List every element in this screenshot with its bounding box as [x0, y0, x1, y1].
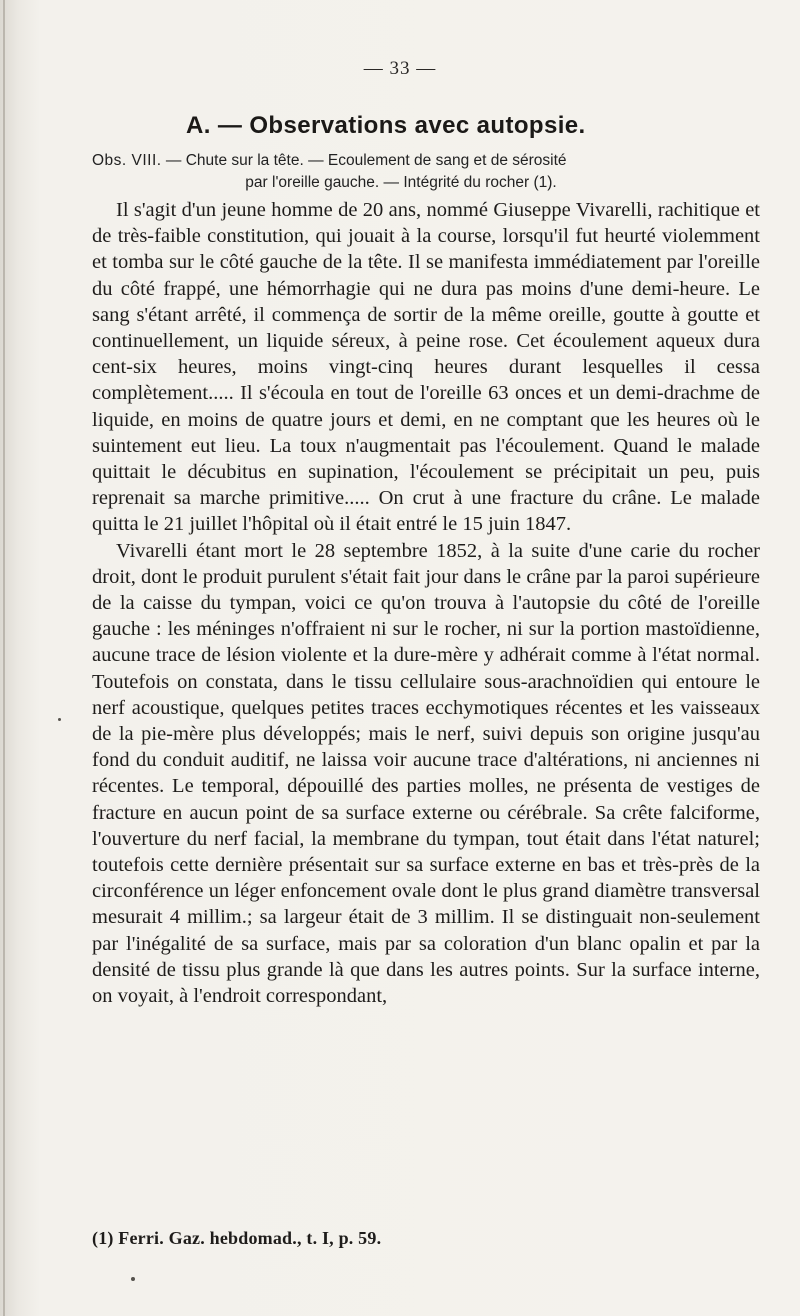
observation-title-line1	[92, 150, 760, 172]
paragraph-case-history: Il s'agit d'un jeune homme de 20 ans, nommé Giuseppe Vivarelli, rachitique et de très-faible constitution, qui jouait à la course, lorsqu'il fut heurté violemment et tomba sur le côté gauche de la tête. Il se manifesta immédiatement par l'oreille du côté frappé, une hémorrhagie qui ne dura pas moins d'une demi-heure. Le sang s'étant arrêté, il commença de sortir de la même oreille, goutte à goutte et continuellement, un liquide séreux, à peine rose. Cet écoulement aqueux dura cent-six heures, moins vingt-cinq heures durant lesquelles il cessa complètement..... Il s'écoula en tout de l'oreille 63 onces et un demi-drachme de liquide, en moins de quatre jours et demi, en ne comptant que les heures où le suintement eut lieu. La toux n'augmentait pas l'écoulement. Quand le malade quittait le décubitus en supination, l'écoulement se précipitait un peu, puis reprenait sa marche primitive..... On crut à une fracture du crâne. Le malade quitta le 21 juillet l'hôpital où il était entré le 15 juin 1847.	[92, 199, 760, 536]
body-text	[92, 197, 760, 1009]
observation-header	[92, 150, 760, 194]
print-speck	[58, 718, 61, 721]
observation-title-part1: — Chute sur la tête. — Ecoulement de sang et de sérosité	[161, 152, 567, 169]
page-number: — 33 —	[363, 58, 437, 79]
observation-title-line2: par l'oreille gauche. — Intégrité du rocher (1).	[245, 174, 557, 191]
observation-number: Obs. VIII.	[92, 152, 162, 169]
binding-edge	[3, 0, 5, 1316]
section-heading: A. — Observations avec autopsie.	[186, 112, 586, 139]
footnote: (1) Ferri. Gaz. hebdomad., t. I, p. 59.	[92, 1228, 382, 1248]
paragraph-autopsy: Vivarelli étant mort le 28 septembre 1852, à la suite d'une carie du rocher droit, dont le produit purulent s'était fait jour dans le crâne par la paroi supérieure de la caisse du tympan, voici ce qu'on trouva à l'autopsie du côté de l'oreille gauche : les méninges n'offraient ni sur le rocher, ni sur la portion mastoïdienne, aucune trace de lésion violente et la dure-mère y adhérait comme à l'état normal. Toutefois on constata, dans le tissu cellulaire sous-arachnoïdien qui entoure le nerf acoustique, quelques petites traces ecchymotiques récentes et les vaisseaux de la pie-mère plus développés; mais le nerf, suivi depuis son origine jusqu'au fond du conduit auditif, ne laissa voir aucune trace d'altérations, ni anciennes ni récentes. Le temporal, dépouillé des parties molles, ne présenta de vestiges de fracture en aucun point de sa surface externe ou cérébrale. Sa crête falciforme, l'ouverture du nerf facial, la membrane du tympan, tout était dans l'état naturel; toutefois cette dernière présentait sur sa surface externe en bas et très-près de la circonférence un léger enfoncement ovale dont le plus grand diamètre transversal mesurait 4 millim.; sa largeur était de 3 millim. Il se distinguait non-seulement par l'inégalité de sa surface, mais par sa coloration d'un blanc opalin et par la densité de tissu plus grande là que dans les autres points. Sur la surface interne, on voyait, à l'endroit correspondant,	[92, 539, 760, 1008]
print-speck	[131, 1277, 135, 1281]
